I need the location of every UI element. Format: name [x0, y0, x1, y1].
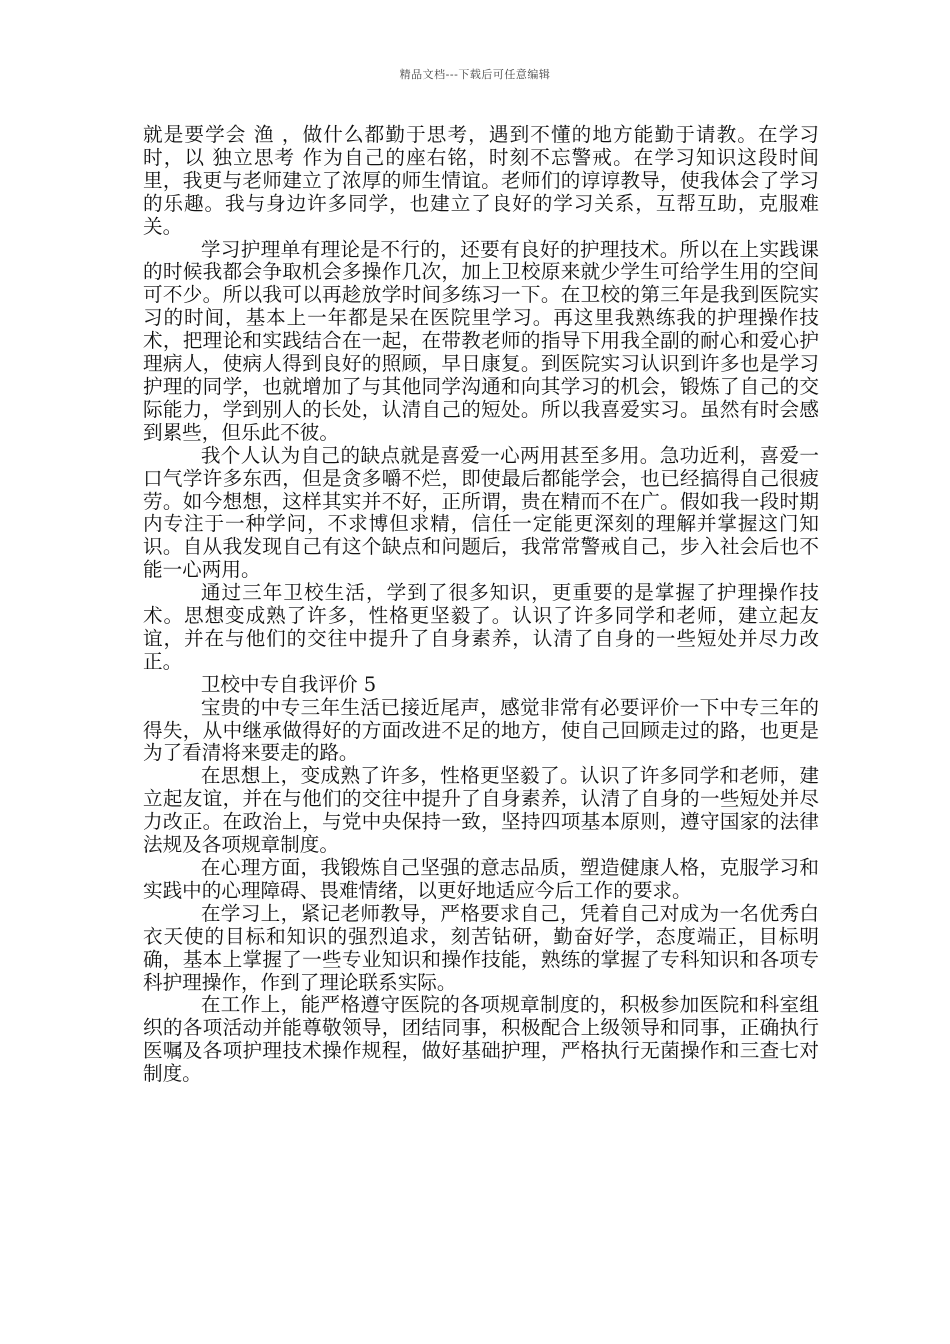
section-heading: 卫校中专自我评价 5: [200, 672, 377, 696]
document-body: [143, 124, 819, 1086]
page-header: 精品文档---下载后可任意编辑: [399, 68, 551, 81]
paragraph-7: 在心理方面，我锻炼自己坚强的意志品质，塑造健康人格，克服学习和实践中的心理障碍、畏难情绪，以更好地适应今后工作的要求。: [143, 856, 819, 902]
paragraph-4: 通过三年卫校生活，学到了很多知识，更重要的是掌握了护理操作技术。思想变成熟了许多，性格更坚毅了。认识了许多同学和老师，建立起友谊，并在与他们的交往中提升了自身素养，认清了自身的一些短处并尽力改正。: [143, 581, 819, 673]
paragraph-9: 在工作上，能严格遵守医院的各项规章制度的，积极参加医院和科室组织的各项活动并能尊敬领导，团结同事，积极配合上级领导和同事，正确执行医嘱及各项护理技术操作规程，做好基础护理，严格执行无菌操作和三查七对制度。: [143, 993, 819, 1086]
paragraph-1: 就是要学会 渔 ，做什么都勤于思考，遇到不懂的地方能勤于请教。在学习时，以 独立思考 作为自己的座右铭，时刻不忘警戒。在学习知识这段时间里，我更与老师建立了浓厚的师生情谊。老师们的谆谆教导，使我体会了学习的乐趣。我与身边许多同学，也建立了良好的学习关系，互帮互助，克服难关。: [143, 123, 819, 238]
paragraph-5: 宝贵的中专三年生活已接近尾声，感觉非常有必要评价一下中专三年的得失，从中继承做得好的方面改进不足的地方，使自己回顾走过的路，也更是为了看清将来要走的路。: [143, 695, 819, 765]
paragraph-2: 学习护理单有理论是不行的，还要有良好的护理技术。所以在上实践课的时候我都会争取机会多操作几次，加上卫校原来就少学生可给学生用的空间可不少。所以我可以再趁放学时间多练习一下。在卫校的第三年是我到医院实习的时间，基本上一年都是呆在医院里学习。再这里我熟练我的护理操作技术，把理论和实践结合在一起，在带教老师的指导下用我全副的耐心和爱心护理病人，使病人得到良好的照顾，早日康复。到医院实习认识到许多也是学习护理的同学，也就增加了与其他同学沟通和向其学习的机会，锻炼了自己的交际能力，学到别人的长处，认清自己的短处。所以我喜爱实习。虽然有时会感到累些，但乐此不彼。: [143, 237, 819, 444]
paragraph-8: 在学习上，紧记老师教导，严格要求自己，凭着自己对成为一名优秀白衣天使的目标和知识的强烈追求，刻苦钻研，勤奋好学，态度端正，目标明确，基本上掌握了一些专业知识和操作技能，熟练的掌握了专科知识和各项专科护理操作，作到了理论联系实际。: [143, 901, 819, 994]
paragraph-6: 在思想上，变成熟了许多，性格更坚毅了。认识了许多同学和老师，建立起友谊，并在与他们的交往中提升了自身素养，认清了自身的一些短处并尽力改正。在政治上，与党中央保持一致，坚持四项基本原则，遵守国家的法律法规及各项规章制度。: [143, 764, 819, 857]
paragraph-3: 我个人认为自己的缺点就是喜爱一心两用甚至多用。急功近利，喜爱一口气学许多东西，但是贪多嚼不烂，即使最后都能学会，也已经搞得自己很疲劳。如今想想，这样其实并不好，正所谓，贵在精而不在广。假如我一段时期内专注于一种学问，不求博但求精，信任一定能更深刻的理解并掌握这门知识。自从我发现自己有这个缺点和问题后，我常常警戒自己，步入社会后也不能一心两用。: [143, 443, 819, 582]
